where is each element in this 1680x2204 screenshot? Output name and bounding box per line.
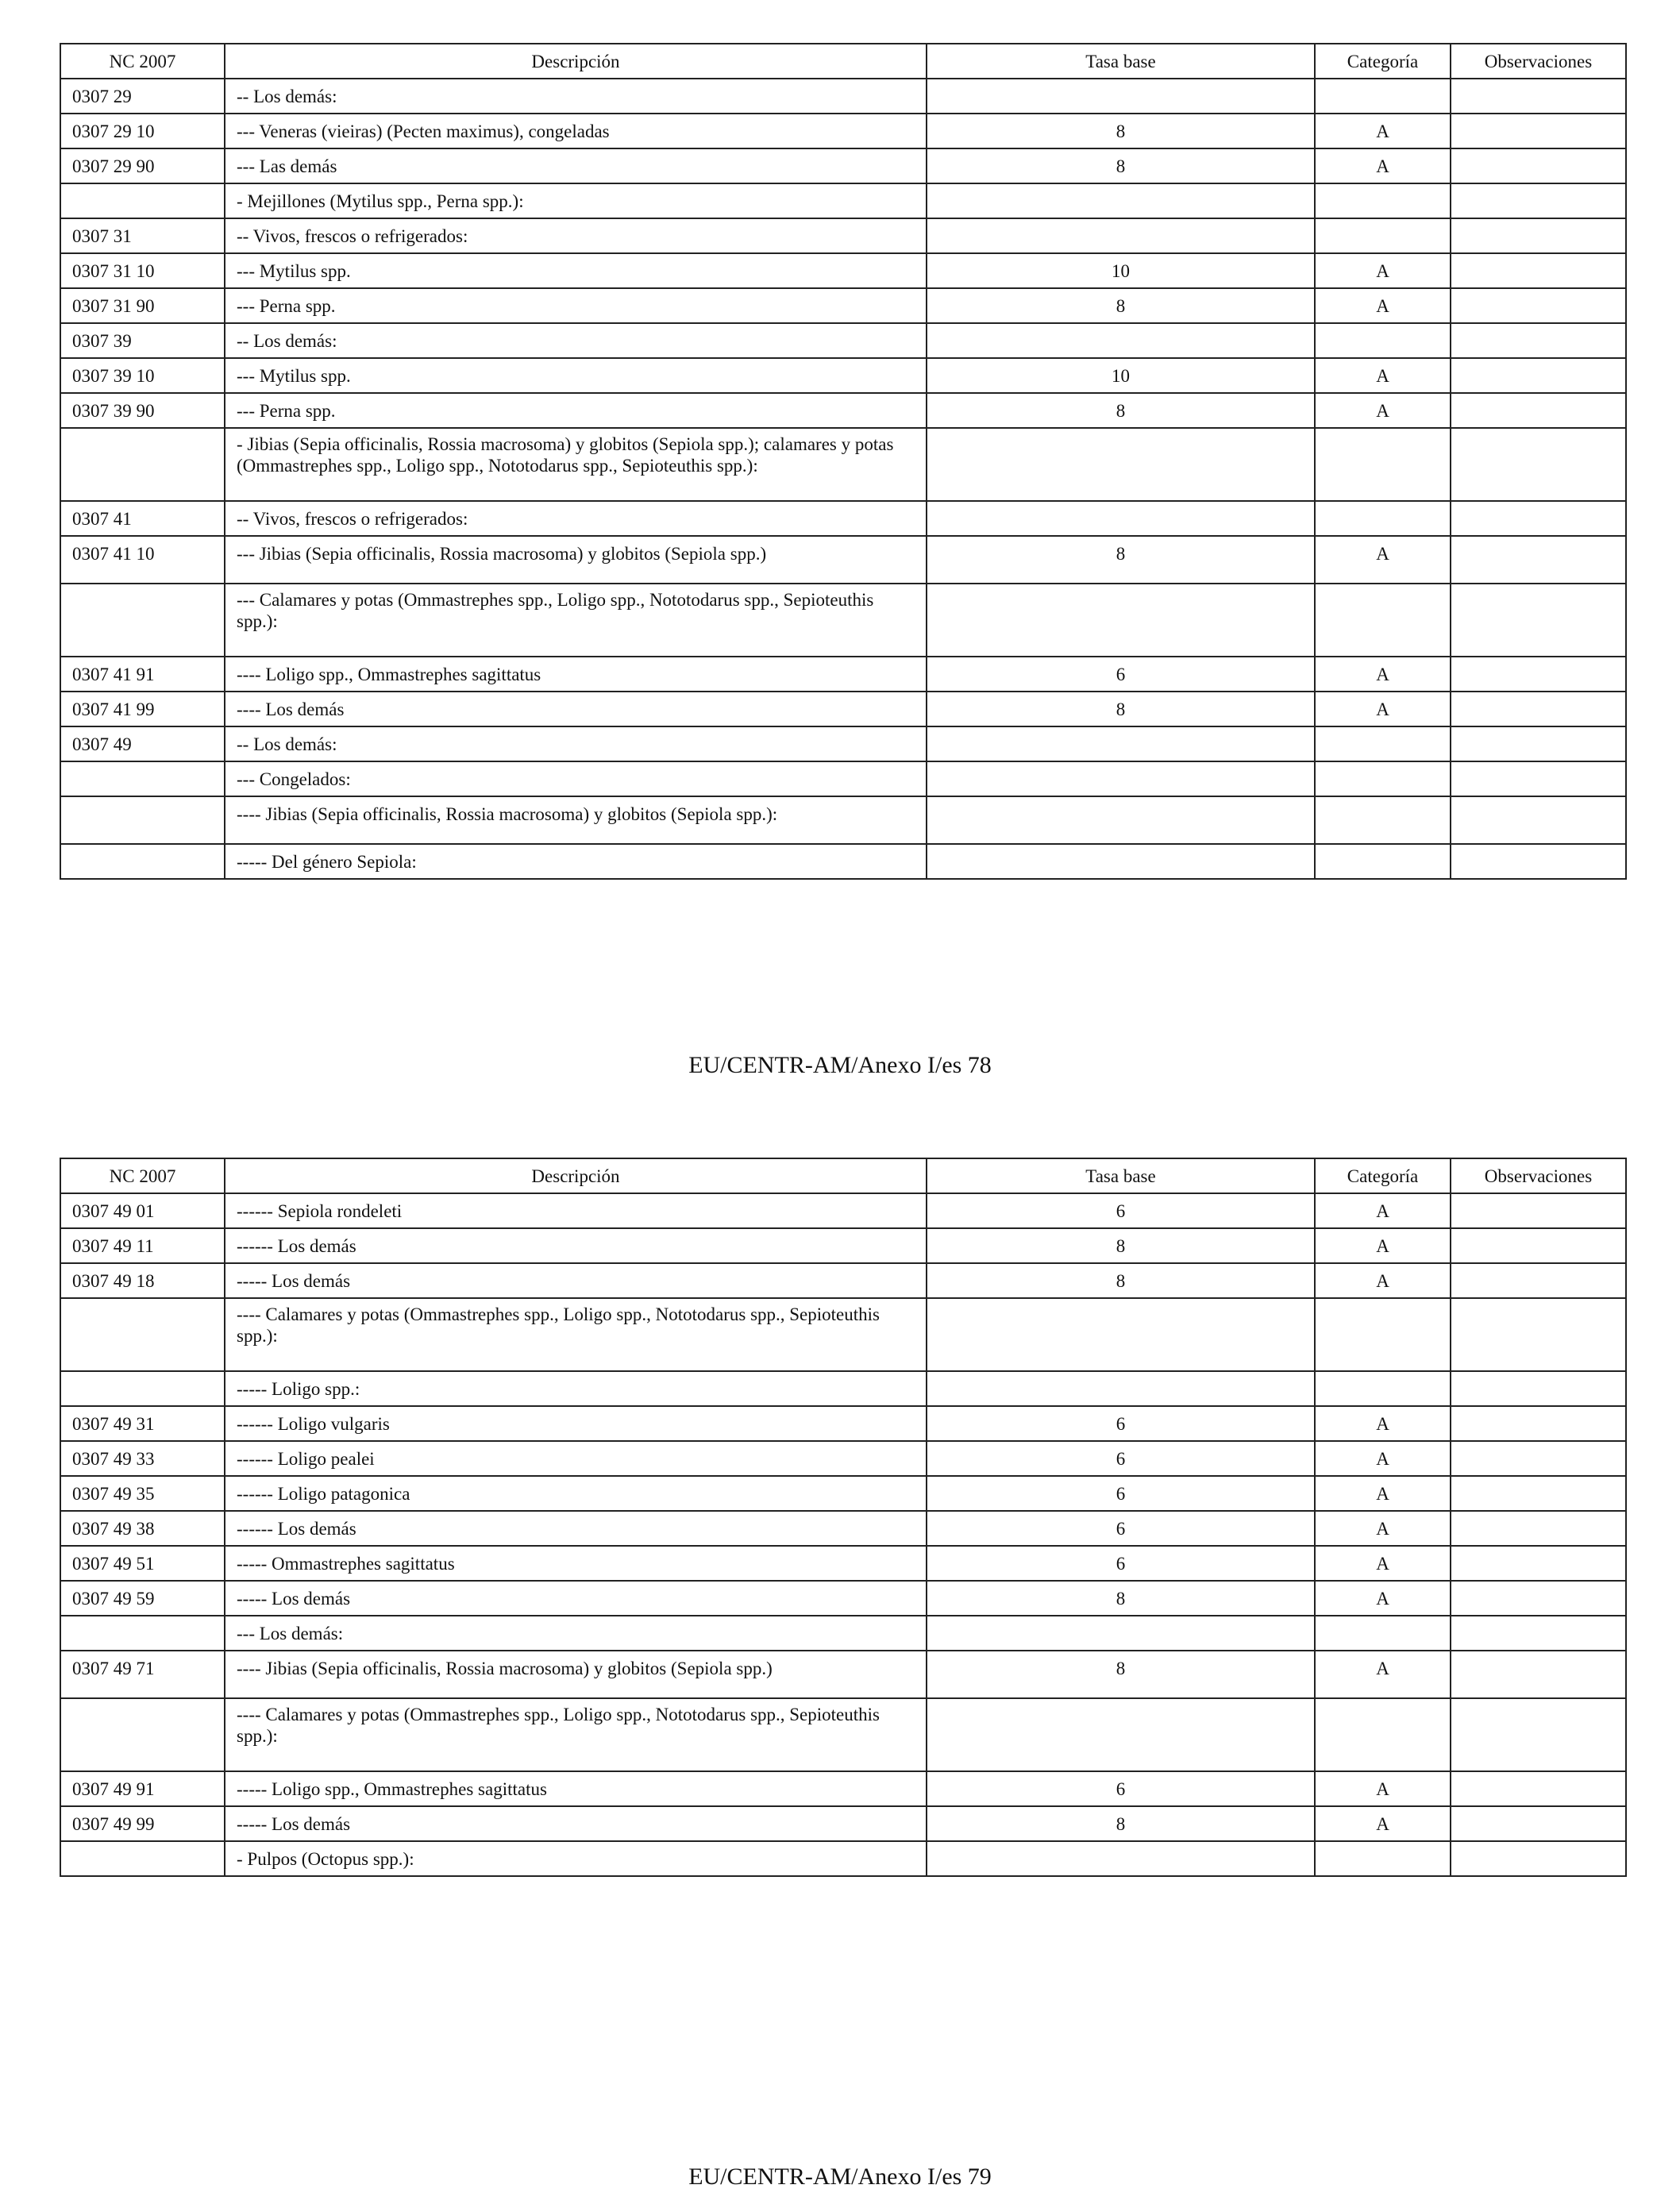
observations [1451,288,1626,323]
nc-code: 0307 41 91 [60,657,225,692]
table-row [60,148,1626,183]
base-rate: 8 [927,288,1315,323]
table-row [60,1581,1626,1616]
base-rate: 8 [927,148,1315,183]
observations [1451,218,1626,253]
observations [1451,1698,1626,1771]
base-rate [927,183,1315,218]
nc-code: 0307 31 90 [60,288,225,323]
base-rate: 8 [927,692,1315,726]
description: -- Vivos, frescos o refrigerados: [225,218,927,253]
category: A [1315,1263,1451,1298]
category [1315,1698,1451,1771]
observations [1451,1616,1626,1651]
base-rate [927,501,1315,536]
table-row [60,183,1626,218]
nc-code: 0307 31 [60,218,225,253]
tariff-table-page-79 [60,1158,1627,1877]
table-row [60,584,1626,657]
nc-code: 0307 41 10 [60,536,225,584]
base-rate [927,1298,1315,1371]
nc-code: 0307 49 18 [60,1263,225,1298]
category [1315,1616,1451,1651]
base-rate [927,428,1315,501]
description: ---- Jibias (Sepia officinalis, Rossia macrosoma) y globitos (Sepiola spp.) [225,1651,927,1698]
header-nc: NC 2007 [60,1158,225,1193]
category [1315,796,1451,844]
observations [1451,1476,1626,1511]
base-rate: 6 [927,1546,1315,1581]
nc-code: 0307 49 31 [60,1406,225,1441]
nc-code: 0307 31 10 [60,253,225,288]
base-rate: 8 [927,1581,1315,1616]
table-row [60,1476,1626,1511]
observations [1451,1581,1626,1616]
table-row [60,761,1626,796]
description: ---- Los demás [225,692,927,726]
description: --- Perna spp. [225,288,927,323]
nc-code [60,1841,225,1876]
header-category: Categoría [1315,1158,1451,1193]
category: A [1315,536,1451,584]
description: ---- Loligo spp., Ommastrephes sagittatus [225,657,927,692]
category: A [1315,1581,1451,1616]
category: A [1315,253,1451,288]
category [1315,323,1451,358]
observations [1451,1263,1626,1298]
description: --- Veneras (vieiras) (Pecten maximus), congeladas [225,114,927,148]
base-rate: 6 [927,1193,1315,1228]
nc-code: 0307 39 90 [60,393,225,428]
category [1315,761,1451,796]
category [1315,183,1451,218]
category [1315,1371,1451,1406]
description: -- Los demás: [225,79,927,114]
nc-code: 0307 39 10 [60,358,225,393]
table-row [60,79,1626,114]
page-footer-79: EU/CENTR-AM/Anexo I/es 79 [688,2164,992,2190]
observations [1451,1406,1626,1441]
table-row [60,358,1626,393]
description: -- Vivos, frescos o refrigerados: [225,501,927,536]
table-row [60,1228,1626,1263]
table-row [60,253,1626,288]
nc-code: 0307 29 10 [60,114,225,148]
nc-code [60,428,225,501]
tariff-table-page-78 [60,43,1627,880]
observations [1451,1651,1626,1698]
nc-code: 0307 49 51 [60,1546,225,1581]
description: - Mejillones (Mytilus spp., Perna spp.): [225,183,927,218]
observations [1451,844,1626,879]
category [1315,428,1451,501]
base-rate [927,79,1315,114]
category [1315,1298,1451,1371]
category: A [1315,114,1451,148]
observations [1451,183,1626,218]
category: A [1315,148,1451,183]
base-rate: 6 [927,1771,1315,1806]
table-row [60,657,1626,692]
nc-code: 0307 29 90 [60,148,225,183]
description: -- Los demás: [225,323,927,358]
table-row [60,1698,1626,1771]
observations [1451,148,1626,183]
base-rate [927,218,1315,253]
observations [1451,1841,1626,1876]
observations [1451,79,1626,114]
base-rate: 8 [927,536,1315,584]
nc-code: 0307 49 99 [60,1806,225,1841]
nc-code: 0307 49 01 [60,1193,225,1228]
base-rate [927,796,1315,844]
nc-code: 0307 41 99 [60,692,225,726]
nc-code: 0307 49 91 [60,1771,225,1806]
observations [1451,114,1626,148]
category: A [1315,1511,1451,1546]
observations [1451,358,1626,393]
observations [1451,1228,1626,1263]
base-rate [927,323,1315,358]
nc-code: 0307 49 59 [60,1581,225,1616]
header-base-rate: Tasa base [927,1158,1315,1193]
observations [1451,393,1626,428]
base-rate [927,1371,1315,1406]
description: --- Mytilus spp. [225,358,927,393]
nc-code: 0307 29 [60,79,225,114]
observations [1451,253,1626,288]
category: A [1315,1441,1451,1476]
table-header-row [60,44,1626,79]
nc-code [60,183,225,218]
table-row [60,1298,1626,1371]
category: A [1315,692,1451,726]
category [1315,501,1451,536]
category: A [1315,1476,1451,1511]
category: A [1315,1806,1451,1841]
table-row [60,1441,1626,1476]
description: --- Jibias (Sepia officinalis, Rossia macrosoma) y globitos (Sepiola spp.) [225,536,927,584]
observations [1451,1441,1626,1476]
description: ----- Ommastrephes sagittatus [225,1546,927,1581]
base-rate [927,844,1315,879]
table-row [60,1193,1626,1228]
observations [1451,1511,1626,1546]
observations [1451,1193,1626,1228]
table-row [60,501,1626,536]
table-row [60,726,1626,761]
nc-code [60,1698,225,1771]
nc-code [60,1616,225,1651]
description: ------ Sepiola rondeleti [225,1193,927,1228]
description: ------ Loligo patagonica [225,1476,927,1511]
table-row [60,218,1626,253]
nc-code: 0307 49 [60,726,225,761]
nc-code: 0307 49 38 [60,1511,225,1546]
category [1315,584,1451,657]
table-row [60,114,1626,148]
description: ---- Jibias (Sepia officinalis, Rossia macrosoma) y globitos (Sepiola spp.): [225,796,927,844]
category: A [1315,1651,1451,1698]
description: - Jibias (Sepia officinalis, Rossia macrosoma) y globitos (Sepiola spp.); calamares y potas (Ommastrephes spp., Loligo spp., Nototodarus spp., Sepioteuthis spp.): [225,428,927,501]
table-row [60,1616,1626,1651]
table-row [60,1546,1626,1581]
base-rate: 8 [927,114,1315,148]
observations [1451,761,1626,796]
category [1315,79,1451,114]
header-nc: NC 2007 [60,44,225,79]
category: A [1315,393,1451,428]
table-row [60,692,1626,726]
nc-code: 0307 49 11 [60,1228,225,1263]
observations [1451,1546,1626,1581]
description: ----- Los demás [225,1263,927,1298]
category: A [1315,1193,1451,1228]
base-rate [927,1616,1315,1651]
nc-code: 0307 49 35 [60,1476,225,1511]
description: ----- Loligo spp.: [225,1371,927,1406]
table-row [60,1511,1626,1546]
description: --- Congelados: [225,761,927,796]
table-row [60,1841,1626,1876]
base-rate: 8 [927,1806,1315,1841]
description: ---- Calamares y potas (Ommastrephes spp., Loligo spp., Nototodarus spp., Sepioteuthis spp.): [225,1298,927,1371]
observations [1451,657,1626,692]
nc-code: 0307 39 [60,323,225,358]
nc-code: 0307 49 33 [60,1441,225,1476]
base-rate [927,761,1315,796]
description: --- Mytilus spp. [225,253,927,288]
base-rate: 8 [927,393,1315,428]
table-row [60,796,1626,844]
base-rate: 8 [927,1228,1315,1263]
category [1315,844,1451,879]
observations [1451,692,1626,726]
base-rate: 10 [927,253,1315,288]
base-rate [927,1841,1315,1876]
base-rate: 6 [927,1441,1315,1476]
description: ------ Los demás [225,1511,927,1546]
category: A [1315,1771,1451,1806]
base-rate [927,1698,1315,1771]
description: ----- Los demás [225,1581,927,1616]
description: ----- Loligo spp., Ommastrephes sagittatus [225,1771,927,1806]
nc-code [60,1371,225,1406]
base-rate [927,726,1315,761]
nc-code [60,1298,225,1371]
nc-code [60,796,225,844]
base-rate [927,584,1315,657]
table-row [60,393,1626,428]
table-row [60,1263,1626,1298]
category [1315,726,1451,761]
description: ----- Los demás [225,1806,927,1841]
description: ---- Calamares y potas (Ommastrephes spp., Loligo spp., Nototodarus spp., Sepioteuthis spp.): [225,1698,927,1771]
table-row [60,536,1626,584]
category: A [1315,288,1451,323]
base-rate: 6 [927,1406,1315,1441]
header-category: Categoría [1315,44,1451,79]
category [1315,218,1451,253]
table-row [60,323,1626,358]
table-row [60,1406,1626,1441]
nc-code [60,844,225,879]
base-rate: 8 [927,1651,1315,1698]
header-observations: Observaciones [1451,44,1626,79]
table-row [60,1806,1626,1841]
observations [1451,1298,1626,1371]
table-row [60,428,1626,501]
table-row [60,1651,1626,1698]
description: -- Los demás: [225,726,927,761]
nc-code: 0307 49 71 [60,1651,225,1698]
header-description: Descripción [225,1158,927,1193]
description: --- Perna spp. [225,393,927,428]
observations [1451,1371,1626,1406]
description: - Pulpos (Octopus spp.): [225,1841,927,1876]
header-base-rate: Tasa base [927,44,1315,79]
description: ------ Loligo pealei [225,1441,927,1476]
category: A [1315,358,1451,393]
observations [1451,726,1626,761]
category [1315,1841,1451,1876]
description: --- Calamares y potas (Ommastrephes spp., Loligo spp., Nototodarus spp., Sepioteuthis spp.): [225,584,927,657]
category: A [1315,657,1451,692]
observations [1451,796,1626,844]
observations [1451,501,1626,536]
base-rate: 10 [927,358,1315,393]
nc-code [60,584,225,657]
category: A [1315,1406,1451,1441]
header-description: Descripción [225,44,927,79]
category: A [1315,1228,1451,1263]
observations [1451,1771,1626,1806]
observations [1451,323,1626,358]
table-row [60,288,1626,323]
description: --- Las demás [225,148,927,183]
table-row [60,1771,1626,1806]
table-header-row [60,1158,1626,1193]
description: --- Los demás: [225,1616,927,1651]
table-row [60,1371,1626,1406]
description: ------ Loligo vulgaris [225,1406,927,1441]
observations [1451,1806,1626,1841]
base-rate: 6 [927,657,1315,692]
description: ----- Del género Sepiola: [225,844,927,879]
description: ------ Los demás [225,1228,927,1263]
observations [1451,536,1626,584]
base-rate: 6 [927,1476,1315,1511]
category: A [1315,1546,1451,1581]
page-footer-78: EU/CENTR-AM/Anexo I/es 78 [688,1052,992,1078]
observations [1451,584,1626,657]
header-observations: Observaciones [1451,1158,1626,1193]
table-row [60,844,1626,879]
base-rate: 8 [927,1263,1315,1298]
nc-code [60,761,225,796]
base-rate: 6 [927,1511,1315,1546]
nc-code: 0307 41 [60,501,225,536]
observations [1451,428,1626,501]
